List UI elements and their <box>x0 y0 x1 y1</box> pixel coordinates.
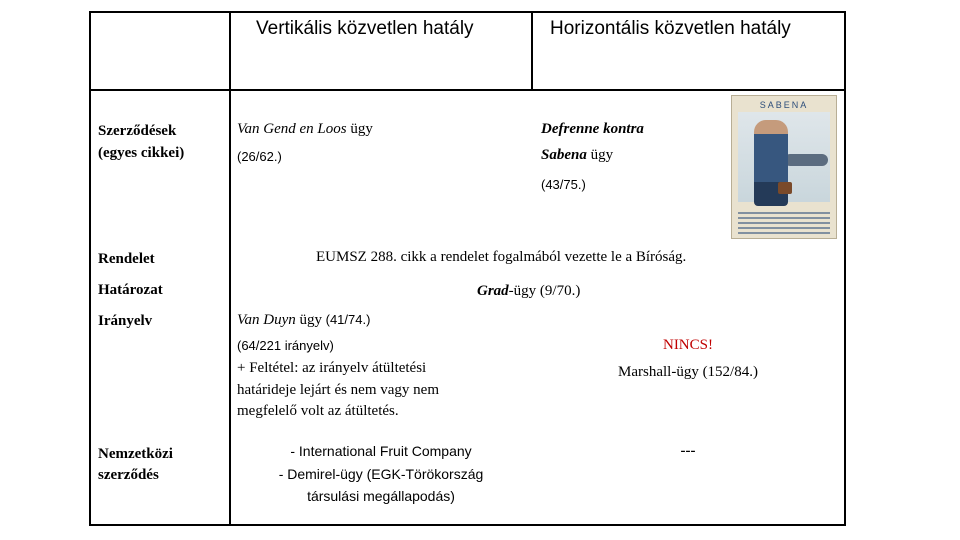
case-suffix: ügy <box>295 312 322 328</box>
directive-horizontal-case: Marshall-ügy (152/84.) <box>618 364 758 380</box>
decision-case <box>477 283 580 300</box>
directive-vertical-case <box>237 312 370 329</box>
case-ref: (41/74.) <box>322 312 371 327</box>
international-vertical-2: - Demirel-ügy (EGK-Törökország <box>278 466 484 482</box>
row-label-directive: Irányelv <box>98 313 153 329</box>
column-divider-2 <box>531 11 533 91</box>
header-vertical: Vertikális közvetlen hatály <box>256 18 474 39</box>
poster-brand: SABENA <box>759 100 809 110</box>
case-name-line2: Sabena <box>541 147 587 163</box>
case-suffix: -ügy (9/70.) <box>508 283 581 299</box>
bag-icon <box>778 182 792 194</box>
sabena-poster-image <box>731 95 837 239</box>
poster-footer-text <box>738 212 830 234</box>
row-label-international-1: Nemzetközi <box>98 446 173 462</box>
regulation-text: EUMSZ 288. cikk a rendelet fogalmából vezette le a Bíróság. <box>316 249 687 265</box>
international-horizontal: --- <box>680 443 696 459</box>
case-suffix: ügy <box>346 121 373 137</box>
row-label-treaties-1: Szerződések <box>98 123 177 139</box>
row-label-treaties-2: (egyes cikkei) <box>98 145 185 161</box>
header-horizontal: Horizontális közvetlen hatály <box>550 18 791 39</box>
vertical-case-ref: (26/62.) <box>237 149 282 164</box>
directive-note: (64/221 irányelv) <box>237 338 334 353</box>
case-name: Grad <box>477 283 509 299</box>
header-divider <box>89 89 846 91</box>
international-vertical-1: - International Fruit Company <box>290 443 472 459</box>
horizontal-case-ref: (43/75.) <box>541 177 586 192</box>
directive-condition-2: határideje lejárt és nem vagy nem <box>237 382 439 398</box>
row-label-regulation: Rendelet <box>98 251 155 267</box>
case-suffix: ügy <box>586 147 614 163</box>
directive-condition-1: + Feltétel: az irányelv átültetési <box>237 360 427 376</box>
case-name: Van Duyn <box>237 312 296 328</box>
horizontal-case-line1 <box>541 121 644 138</box>
directive-horizontal-none: NINCS! <box>662 337 713 353</box>
directive-condition-3: megfelelő volt az átültetés. <box>237 403 399 419</box>
airplane-icon <box>784 154 828 166</box>
horizontal-case-line2 <box>541 147 613 164</box>
row-label-decision: Határozat <box>98 282 163 298</box>
case-name: Van Gend en Loos <box>237 121 347 137</box>
row-label-international-2: szerződés <box>98 467 159 483</box>
vertical-case-van-gend <box>237 121 373 138</box>
international-vertical-3: társulási megállapodás) <box>307 488 455 504</box>
case-name-line1: Defrenne kontra <box>541 121 644 137</box>
